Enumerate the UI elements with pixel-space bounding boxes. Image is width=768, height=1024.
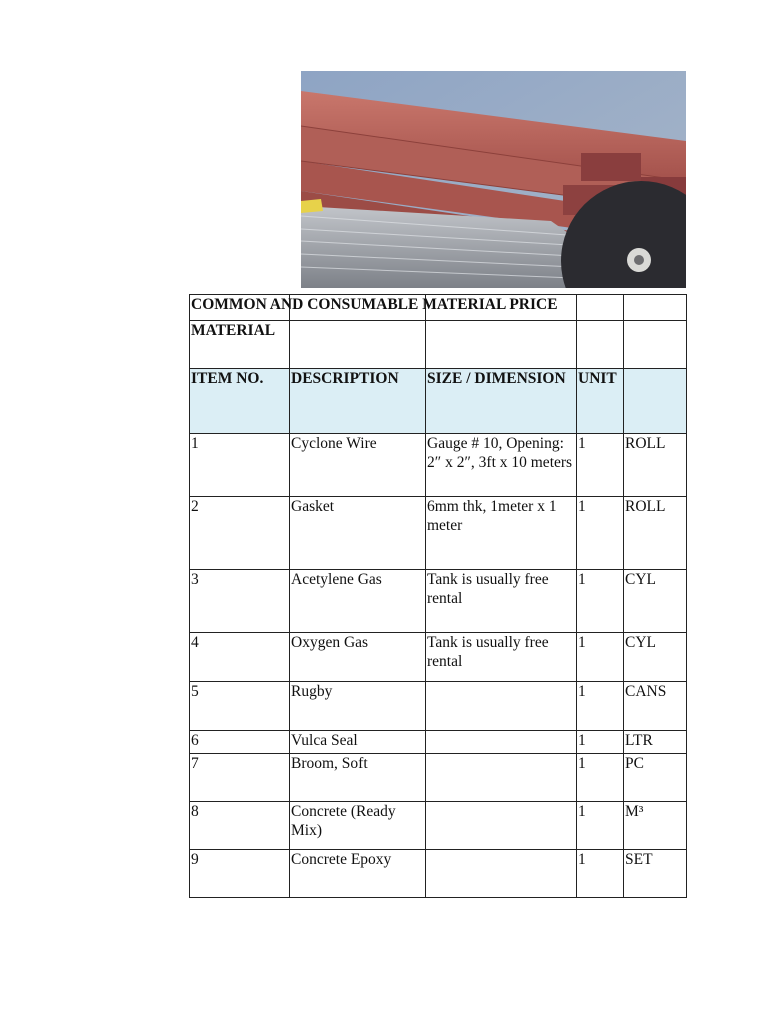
item-description: Concrete (Ready Mix) <box>290 802 426 850</box>
item-no: 1 <box>190 434 290 497</box>
item-no: 4 <box>190 633 290 682</box>
item-qty: 1 <box>577 570 624 633</box>
item-size: 6mm thk, 1meter x 1 meter <box>426 497 577 570</box>
item-unit: ROLL <box>624 434 687 497</box>
item-qty: 1 <box>577 497 624 570</box>
section-row <box>190 321 687 369</box>
item-no: 3 <box>190 570 290 633</box>
header-description: DESCRIPTION <box>290 369 426 434</box>
item-unit: CYL <box>624 633 687 682</box>
item-qty: 1 <box>577 633 624 682</box>
material-price-table <box>189 294 687 898</box>
item-no: 2 <box>190 497 290 570</box>
item-size: Tank is usually free rental <box>426 570 577 633</box>
table-row <box>190 802 687 850</box>
table-row <box>190 497 687 570</box>
header-row <box>190 369 687 434</box>
table-row <box>190 434 687 497</box>
table-row <box>190 682 687 731</box>
item-unit: M³ <box>624 802 687 850</box>
table-title-cell <box>190 295 558 321</box>
item-qty: 1 <box>577 802 624 850</box>
table-row <box>190 731 687 754</box>
item-description: Broom, Soft <box>290 754 426 802</box>
construction-materials-image <box>301 71 686 288</box>
header-item-no: ITEM NO. <box>190 369 290 434</box>
item-qty: 1 <box>577 731 624 754</box>
item-description: Rugby <box>290 682 426 731</box>
item-description: Vulca Seal <box>290 731 426 754</box>
table-title: COMMON AND CONSUMABLE MATERIAL PRICE <box>191 296 558 313</box>
item-description: Oxygen Gas <box>290 633 426 682</box>
item-qty: 1 <box>577 682 624 731</box>
header-size: SIZE / DIMENSION <box>426 369 577 434</box>
item-size <box>426 754 577 802</box>
item-size <box>426 850 577 898</box>
item-description: Cyclone Wire <box>290 434 426 497</box>
item-size <box>426 731 577 754</box>
item-size: Tank is usually free rental <box>426 633 577 682</box>
item-no: 6 <box>190 731 290 754</box>
header-unit: UNIT <box>577 369 624 434</box>
item-unit: PC <box>624 754 687 802</box>
header-blank <box>624 369 687 434</box>
table-row <box>190 754 687 802</box>
item-no: 8 <box>190 802 290 850</box>
table-row <box>190 633 687 682</box>
item-unit: CYL <box>624 570 687 633</box>
item-description: Gasket <box>290 497 426 570</box>
table-row <box>190 850 687 898</box>
item-size <box>426 682 577 731</box>
item-unit: CANS <box>624 682 687 731</box>
item-unit: ROLL <box>624 497 687 570</box>
table-row <box>190 570 687 633</box>
item-qty: 1 <box>577 754 624 802</box>
item-qty: 1 <box>577 434 624 497</box>
item-unit: SET <box>624 850 687 898</box>
item-unit: LTR <box>624 731 687 754</box>
item-no: 5 <box>190 682 290 731</box>
item-description: Acetylene Gas <box>290 570 426 633</box>
item-description: Concrete Epoxy <box>290 850 426 898</box>
item-size: Gauge # 10, Opening: 2″ x 2″, 3ft x 10 meters <box>426 434 577 497</box>
section-label: MATERIAL <box>190 321 290 369</box>
item-qty: 1 <box>577 850 624 898</box>
table-title-row <box>190 295 687 321</box>
item-size <box>426 802 577 850</box>
materials-photo-illustration <box>301 71 686 288</box>
item-no: 7 <box>190 754 290 802</box>
item-no: 9 <box>190 850 290 898</box>
